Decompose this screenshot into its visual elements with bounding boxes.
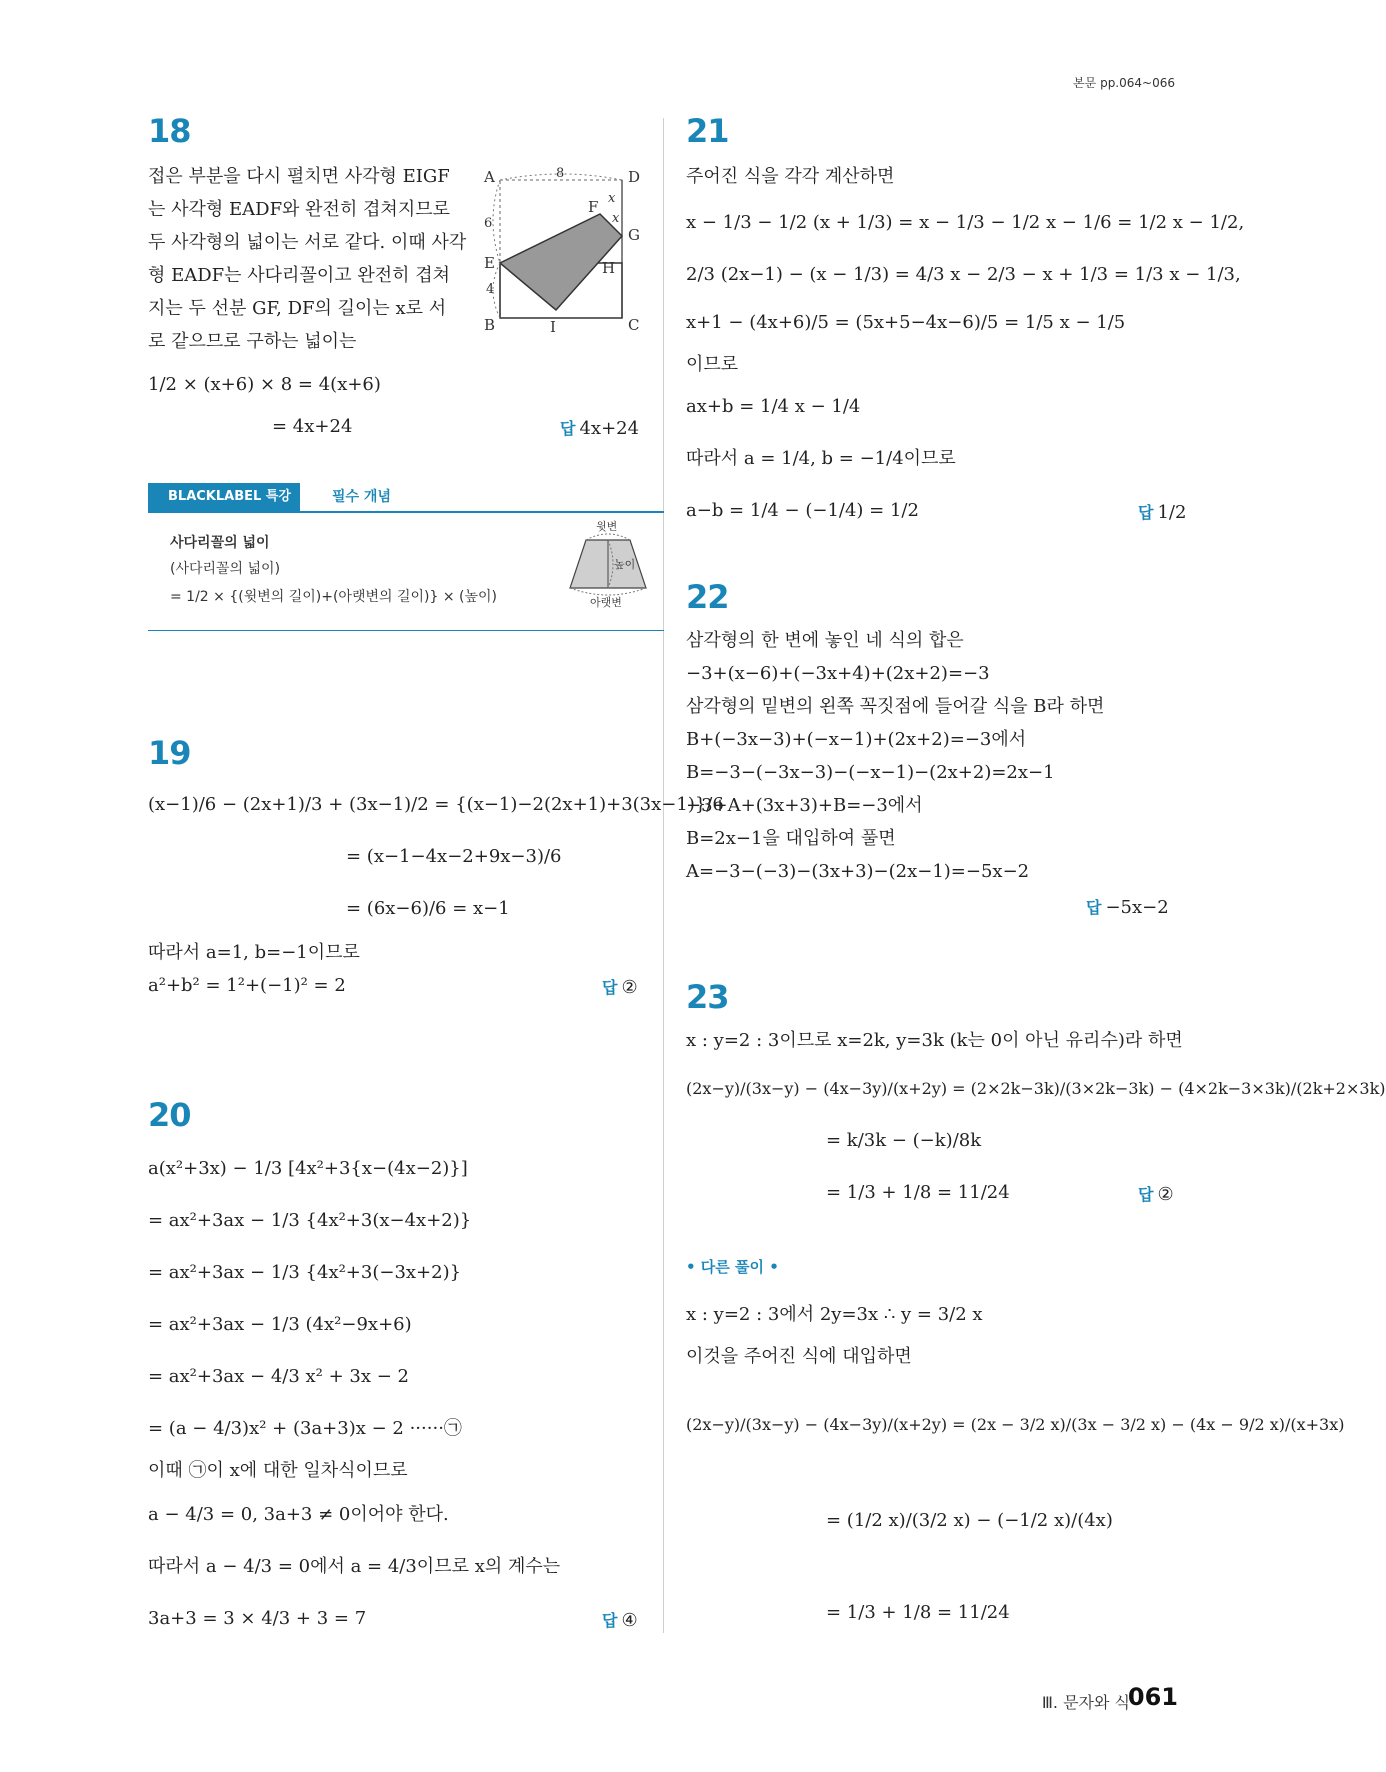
p19-line-4: 따라서 a=1, b=−1이므로 bbox=[148, 942, 360, 963]
p18-figure bbox=[478, 160, 648, 335]
p22-line-3: 삼각형의 밑변의 왼쪽 꼭짓점에 들어갈 식을 B라 하면 bbox=[686, 696, 1105, 717]
label-x1: x bbox=[608, 191, 616, 206]
label-C: C bbox=[628, 316, 640, 334]
label-8: 8 bbox=[556, 166, 565, 181]
trap-top-label: 윗변 bbox=[596, 520, 618, 533]
p20-line-7: 이때 ㉠이 x에 대한 일차식이므로 bbox=[148, 1460, 408, 1481]
p21-line-3: 2/3 (2x−1) − (x − 1/3) = 4/3 x − 2/3 − x + 1/3 = 1/3 x − 1/3, bbox=[686, 264, 1241, 285]
p23-line-7: 이것을 주어진 식에 대입하면 bbox=[686, 1346, 912, 1367]
answer-value: ② bbox=[621, 977, 638, 998]
blacklabel-bottom-rule bbox=[148, 630, 664, 631]
p21-line-8: a−b = 1/4 − (−1/4) = 1/2 bbox=[686, 500, 919, 521]
p22-line-2: −3+(x−6)+(−3x+4)+(2x+2)=−3 bbox=[686, 663, 990, 684]
blacklabel-line-1: (사다리꼴의 넓이) bbox=[170, 561, 281, 577]
label-x2: x bbox=[612, 211, 620, 226]
p23-line-4: = 1/3 + 1/8 = 11/24 bbox=[826, 1182, 1010, 1203]
p18-line-6: 로 같으므로 구하는 넓이는 bbox=[148, 331, 357, 352]
p22-line-4: B+(−3x−3)+(−x−1)+(2x+2)=−3에서 bbox=[686, 729, 1027, 750]
answer-label: 답 bbox=[602, 978, 618, 997]
p19-line-1: (x−1)/6 − (2x+1)/3 + (3x−1)/2 = {(x−1)−2(2x+1)+3(3x−1)}/6 bbox=[148, 794, 724, 815]
p22-line-5: B=−3−(−3x−3)−(−x−1)−(2x+2)=2x−1 bbox=[686, 762, 1055, 783]
p23-line-10: = 1/3 + 1/8 = 11/24 bbox=[826, 1602, 1010, 1623]
answer-value: −5x−2 bbox=[1105, 897, 1169, 918]
label-F: F bbox=[588, 198, 599, 216]
column-divider bbox=[663, 118, 664, 1633]
p20-line-8: a − 4/3 = 0, 3a+3 ≠ 0이어야 한다. bbox=[148, 1504, 449, 1525]
p18-line-5: 지는 두 선분 GF, DF의 길이는 x로 서 bbox=[148, 298, 447, 319]
p18-answer bbox=[560, 416, 639, 439]
answer-label: 답 bbox=[1086, 898, 1102, 917]
blacklabel-subtitle: 필수 개념 bbox=[332, 489, 391, 505]
p18-line-7: 1/2 × (x+6) × 8 = 4(x+6) bbox=[148, 374, 381, 395]
p18-line-8: = 4x+24 bbox=[272, 416, 353, 437]
p18-line-4: 형 EADF는 사다리꼴이고 완전히 겹쳐 bbox=[148, 265, 450, 286]
alt-solution-heading: • 다른 풀이 • bbox=[686, 1258, 779, 1276]
blacklabel-line-2: = 1/2 × {(윗변의 길이)+(아랫변의 길이)} × (높이) bbox=[170, 589, 498, 605]
label-6: 6 bbox=[484, 216, 493, 231]
p23-line-2: (2x−y)/(3x−y) − (4x−3y)/(x+2y) = (2×2k−3k)/(3×2k−3k) − (4×2k−3×3k)/(2k+2×3k) bbox=[686, 1079, 1386, 1098]
p21-line-5: 이므로 bbox=[686, 354, 739, 375]
p19-line-3: = (6x−6)/6 = x−1 bbox=[346, 898, 510, 919]
p20-answer bbox=[602, 1608, 638, 1631]
problem-21-number: 21 bbox=[686, 112, 729, 150]
answer-label: 답 bbox=[602, 1611, 618, 1630]
blacklabel-heading: 사다리꼴의 넓이 bbox=[170, 535, 270, 551]
problem-23-number: 23 bbox=[686, 978, 729, 1016]
problem-22-number: 22 bbox=[686, 578, 729, 616]
p20-line-2: = ax²+3ax − 1/3 {4x²+3(x−4x+2)} bbox=[148, 1210, 472, 1231]
label-H: H bbox=[602, 259, 616, 277]
p20-line-6: = (a − 4/3)x² + (3a+3)x − 2 ······㉠ bbox=[148, 1418, 462, 1439]
answer-label: 답 bbox=[1138, 503, 1154, 522]
label-E: E bbox=[484, 254, 495, 272]
p19-answer bbox=[602, 975, 638, 998]
p22-line-7: B=2x−1을 대입하여 풀면 bbox=[686, 828, 896, 849]
page-number: 061 bbox=[1127, 1683, 1178, 1711]
p22-line-1: 삼각형의 한 변에 놓인 네 식의 합은 bbox=[686, 630, 964, 651]
p18-line-2: 는 사각형 EADF와 완전히 겹쳐지므로 bbox=[148, 199, 450, 220]
p23-line-6: x : y=2 : 3에서 2y=3x ∴ y = 3/2 x bbox=[686, 1304, 983, 1325]
problem-18-number: 18 bbox=[148, 112, 191, 150]
label-4: 4 bbox=[486, 282, 495, 297]
p20-line-10: 3a+3 = 3 × 4/3 + 3 = 7 bbox=[148, 1608, 367, 1629]
chapter-title: Ⅲ. 문자와 식 bbox=[1041, 1693, 1130, 1712]
p22-answer bbox=[1086, 895, 1169, 918]
p20-line-3: = ax²+3ax − 1/3 {4x²+3(−3x+2)} bbox=[148, 1262, 462, 1283]
p23-line-1: x : y=2 : 3이므로 x=2k, y=3k (k는 0이 아닌 유리수)라 하면 bbox=[686, 1030, 1183, 1051]
label-D: D bbox=[628, 168, 641, 186]
p21-line-1: 주어진 식을 각각 계산하면 bbox=[686, 166, 895, 187]
p18-line-3: 두 사각형의 넓이는 서로 같다. 이때 사각 bbox=[148, 232, 467, 253]
p20-line-1: a(x²+3x) − 1/3 [4x²+3{x−(4x−2)}] bbox=[148, 1158, 468, 1179]
answer-label: 답 bbox=[560, 419, 576, 438]
p23-line-8: (2x−y)/(3x−y) − (4x−3y)/(x+2y) = (2x − 3/2 x)/(3x − 3/2 x) − (4x − 9/2 x)/(x+3x) bbox=[686, 1415, 1345, 1434]
problem-20-number: 20 bbox=[148, 1096, 191, 1134]
answer-value: ④ bbox=[621, 1610, 638, 1631]
label-B: B bbox=[484, 316, 496, 334]
p21-line-6: ax+b = 1/4 x − 1/4 bbox=[686, 396, 861, 417]
label-I: I bbox=[550, 318, 556, 336]
p23-line-9: = (1/2 x)/(3/2 x) − (−1/2 x)/(4x) bbox=[826, 1510, 1113, 1531]
p20-line-5: = ax²+3ax − 4/3 x² + 3x − 2 bbox=[148, 1366, 410, 1387]
trap-bottom-label: 아랫변 bbox=[590, 596, 622, 609]
answer-label: 답 bbox=[1138, 1185, 1154, 1204]
p20-line-4: = ax²+3ax − 1/3 (4x²−9x+6) bbox=[148, 1314, 412, 1335]
label-G: G bbox=[628, 226, 640, 244]
p19-line-5: a²+b² = 1²+(−1)² = 2 bbox=[148, 975, 346, 996]
p21-line-7: 따라서 a = 1/4, b = −1/4이므로 bbox=[686, 448, 956, 469]
page-reference: 본문 pp.064~066 bbox=[1073, 76, 1175, 90]
p23-line-3: = k/3k − (−k)/8k bbox=[826, 1130, 982, 1151]
p22-line-8: A=−3−(−3)−(3x+3)−(2x−1)=−5x−2 bbox=[686, 861, 1030, 882]
trap-height-label: 높이 bbox=[614, 558, 636, 571]
p21-line-4: x+1 − (4x+6)/5 = (5x+5−4x−6)/5 = 1/5 x − 1/5 bbox=[686, 312, 1126, 333]
p19-line-2: = (x−1−4x−2+9x−3)/6 bbox=[346, 846, 562, 867]
blacklabel-rule bbox=[148, 511, 664, 513]
answer-value: ② bbox=[1157, 1184, 1174, 1205]
p18-line-1: 접은 부분을 다시 펼치면 사각형 EIGF bbox=[148, 166, 450, 187]
p22-line-6: −3+A+(3x+3)+B=−3에서 bbox=[686, 795, 923, 816]
label-A: A bbox=[484, 168, 495, 186]
p23-answer bbox=[1138, 1182, 1174, 1205]
blacklabel-tag: BLACKLABEL 특강 bbox=[148, 483, 300, 511]
answer-value: 1/2 bbox=[1157, 502, 1187, 523]
answer-value: 4x+24 bbox=[579, 418, 640, 439]
p21-answer bbox=[1138, 500, 1186, 523]
p20-line-9: 따라서 a − 4/3 = 0에서 a = 4/3이므로 x의 계수는 bbox=[148, 1556, 561, 1577]
problem-19-number: 19 bbox=[148, 734, 191, 772]
trapezoid-figure bbox=[556, 518, 661, 610]
p21-line-2: x − 1/3 − 1/2 (x + 1/3) = x − 1/3 − 1/2 x − 1/6 = 1/2 x − 1/2, bbox=[686, 212, 1245, 233]
